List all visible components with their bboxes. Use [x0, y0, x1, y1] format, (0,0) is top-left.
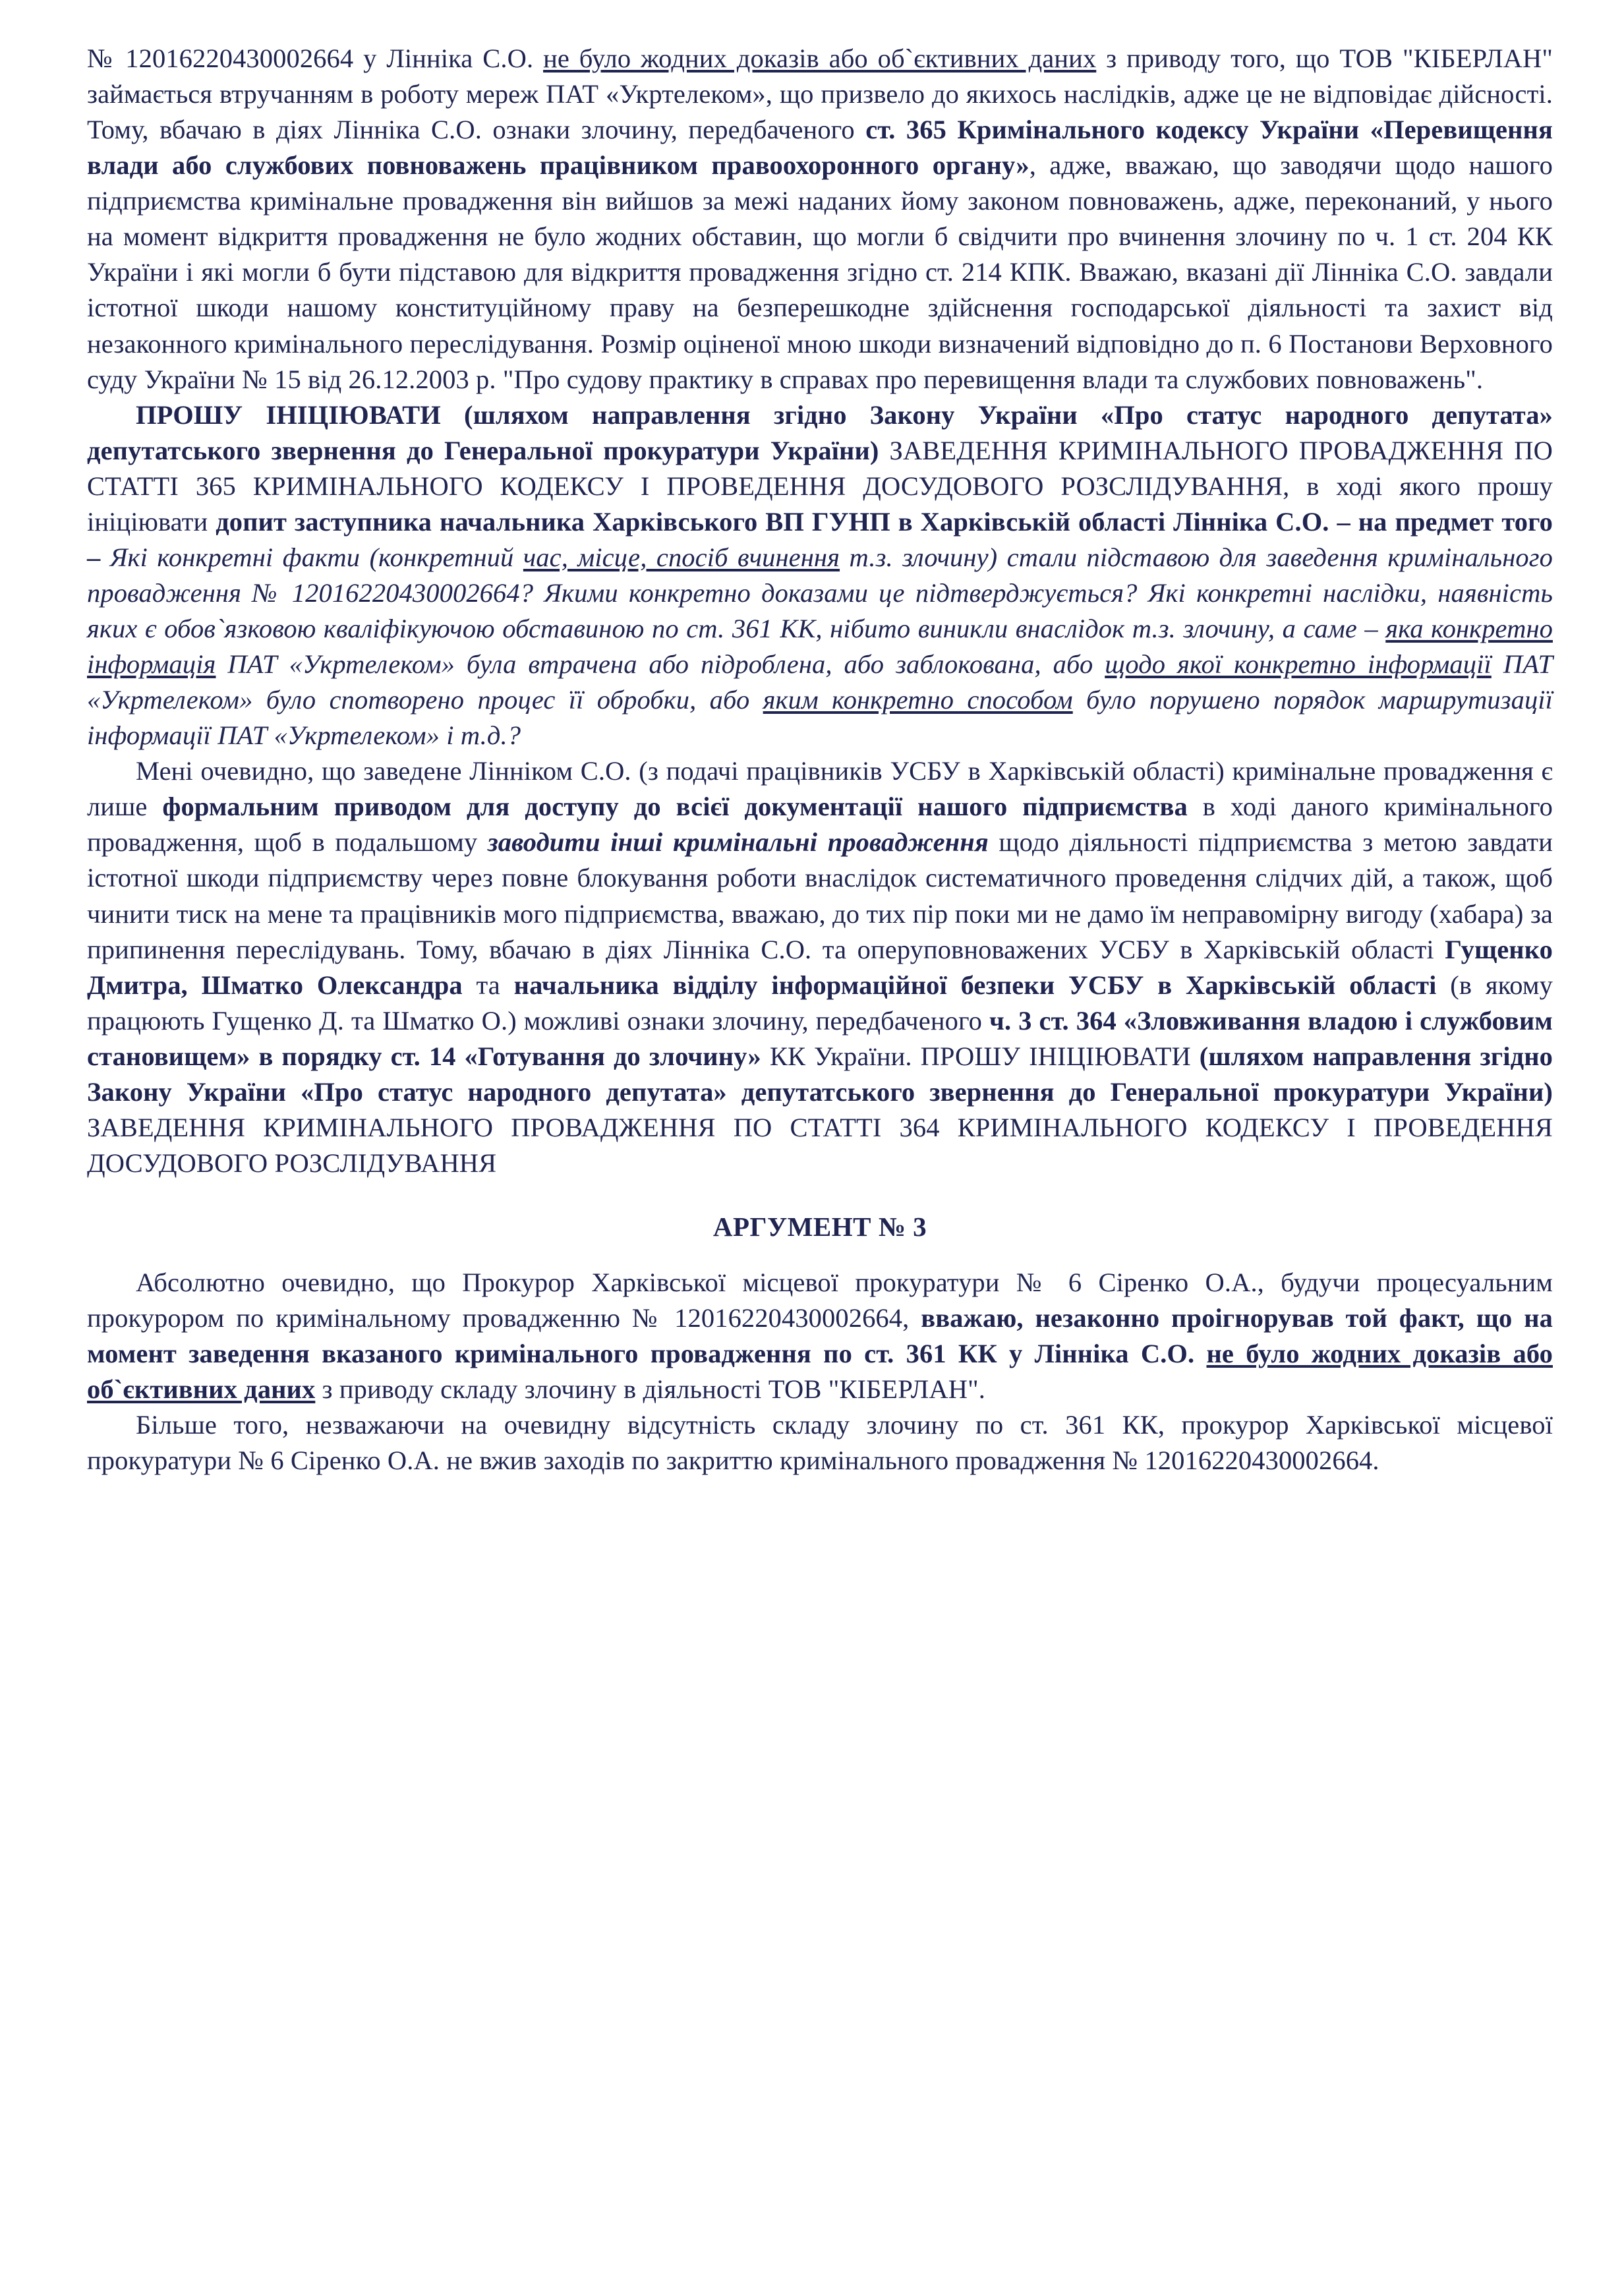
p3-seg3: в ході даного кримінального провадження, щоб в подальшому: [87, 792, 1553, 858]
p1-seg5: , адже, вважаю, що заводячи щодо нашого підприємства кримінальне провадження він вийшов за межі наданих йому законом повноважень, адже, переконаний, у нього на момент відкриття провадження не було жодних обставин, що могли б свідчити про вчинення злочину по ч. 1 ст. 204 КК України і які могли б бути підставою для відкриття провадження згідно ст. 214 КПК. Вважаю, вказані дії Лінніка С.О. завдали істотної шкоди нашому конституційному праву на безперешкодне здійснення господарської діяльності та захист від незаконного кримінального переслідування. Розмір оціненої мною шкоди визначений відповідно до п. 6 Постанови Верховного суду України № 15 від 26.12.2003 р. "Про судову практику в справах про перевищення влади та службових повноважень".: [87, 150, 1553, 394]
paragraph-1: [87, 41, 1553, 397]
p4-seg1: Абсолютно очевидно, що Прокурор Харківської місцевої прокуратури № 6 Сіренко О.А., будучи процесуальним прокурором по кримінальному провадженню № 12016220430002664,: [87, 1267, 1553, 1333]
p2-seg1-bold: ПРОШУ ІНІЦІЮВАТИ (шляхом направлення згідно Закону України «Про статус народного депутата» депутатського звернення до Генеральної прокуратури України): [87, 399, 1553, 465]
p3-seg1: Мені очевидно, що заведене Лінніком С.О. (з подачі працівників УСБУ в Харківській області) кримінальне провадження є лише: [87, 756, 1553, 822]
p2-seg9-italic: ПАТ «Укртелеком» була втрачена або підроблена, або заблокована, або: [216, 649, 1105, 680]
p3-seg6-bold: Гущенко Дмитра, Шматко Олександра: [87, 934, 1553, 1000]
p1-seg1: № 12016220430002664 у Лінніка С.О.: [87, 44, 544, 73]
p3-seg11: КК України. ПРОШУ ІНІЦІЮВАТИ: [761, 1041, 1200, 1071]
p3-seg10-bold: ч. 3 ст. 364 «Зловживання владою і службовим становищем» в порядку ст. 14 «Готування до злочину»: [87, 1005, 1553, 1071]
p3-seg12-bold: (шляхом направлення згідно Закону України «Про статус народного депутата» депутатського звернення до Генеральної прокуратури України): [87, 1041, 1553, 1107]
p3-seg13: ЗАВЕДЕННЯ КРИМІНАЛЬНОГО ПРОВАДЖЕННЯ ПО СТАТТІ 364 КРИМІНАЛЬНОГО КОДЕКСУ І ПРОВЕДЕННЯ ДОСУДОВОГО РОЗСЛІДУВАННЯ: [87, 1112, 1553, 1178]
paragraph-2: [87, 397, 1553, 754]
p2-seg6-italic-underlined: час, місце, спосіб вчинення: [523, 542, 840, 572]
p3-seg5: щодо діяльності підприємства з метою завдати істотної шкоди підприємству через повне блокування роботи внаслідок систематичного проведення слідчих дій, а також, щоб чинити тиск на мене та працівників мого підприємства, вважаю, до тих пір поки ми не дамо їм неправомірну вигоду (хабара) за припинення переслідувань. Тому, вбачаю в діях Лінніка С.О. та оперуповноважених УСБУ в Харківській області: [87, 827, 1553, 964]
p2-seg11-italic: ПАТ «Укртелеком» було спотворено процес її обробки, або: [87, 649, 1553, 715]
p1-seg3: з приводу того, що ТОВ "КІБЕРЛАН" займається втручанням в роботу мереж ПАТ «Укртелеком», що призвело до якихось наслідків, адже це не відповідає дійсності. Тому, вбачаю в діях Лінніка С.О. ознаки злочину, передбаченого: [87, 44, 1553, 145]
p1-seg2-underlined: не було жодних доказів або об`єктивних даних: [543, 44, 1097, 73]
p2-seg12-italic-underlined: яким конкретно способом: [763, 685, 1073, 715]
paragraph-3: [87, 753, 1553, 1181]
p3-seg4-bold-italic: заводити інші кримінальні провадження: [487, 827, 989, 858]
p2-seg7-italic: т.з. злочину) стали підставою для заведення кримінального провадження № 12016220430002664? Якими конкретно доказами це підтверджується? Які конкретні наслідки, наявність яких є обов`язковою кваліфікуючою обставиною по ст. 361 КК, нібито виникли внаслідок т.з. злочину, а саме –: [87, 542, 1553, 643]
p2-seg3-bold: допит заступника начальника Харківського ВП ГУНП в Харківській області Лінніка С.О. – на предмет того: [216, 506, 1553, 537]
p3-seg9: (в якому працюють Гущенко Д. та Шматко О.) можливі ознаки злочину, передбаченого: [87, 970, 1553, 1036]
paragraph-4: [87, 1265, 1553, 1407]
paragraph-5: [87, 1407, 1553, 1478]
p4-seg2-bold: вважаю, незаконно проігнорував той факт, що на момент заведення вказаного кримінального провадження по ст. 361 КК у Лінніка С.О.: [87, 1302, 1553, 1368]
p2-seg8-italic-underlined: яка конкретно інформація: [87, 614, 1553, 680]
p2-seg4-dash: –: [87, 542, 110, 572]
p2-seg2: ЗАВЕДЕННЯ КРИМІНАЛЬНОГО ПРОВАДЖЕННЯ ПО СТАТТІ 365 КРИМІНАЛЬНОГО КОДЕКСУ І ПРОВЕДЕННЯ ДОСУДОВОГО РОЗСЛІДУВАННЯ, в ході якого прошу ініціювати: [87, 435, 1553, 537]
p2-seg13-italic: було порушено порядок маршрутизації інформації ПАТ «Укртелеком» і т.д.?: [87, 685, 1553, 751]
p4-seg3-bold-underlined: не було жодних доказів або об`єктивних даних: [87, 1338, 1553, 1404]
p2-seg10-italic-underlined: щодо якої конкретно інформації: [1105, 649, 1492, 680]
p1-seg4-bold: ст. 365 Кримінального кодексу України «Перевищення влади або службових повноважень працівником правоохоронного органу»: [87, 115, 1553, 181]
p2-seg5-italic: Які конкретні факти (конкретний: [109, 542, 523, 572]
p4-seg4: з приводу складу злочину в діяльності ТОВ "КІБЕРЛАН".: [315, 1374, 985, 1404]
p5-seg1: Більше того, незважаючи на очевидну відсутність складу злочину по ст. 361 КК, прокурор Харківської місцевої прокуратури № 6 Сіренко О.А. не вжив заходів по закриттю кримінального провадження № 12016220430002664.: [87, 1409, 1553, 1476]
section-heading-argument-3: АРГУМЕНТ № 3: [712, 1212, 927, 1242]
document-body: [87, 41, 1553, 1478]
p3-seg7: та: [462, 970, 514, 1000]
p3-seg2-bold: формальним приводом для доступу до всієї документації нашого підприємства: [162, 792, 1188, 822]
p3-seg8-bold: начальника відділу інформаційної безпеки УСБУ в Харківській області: [513, 970, 1437, 1000]
